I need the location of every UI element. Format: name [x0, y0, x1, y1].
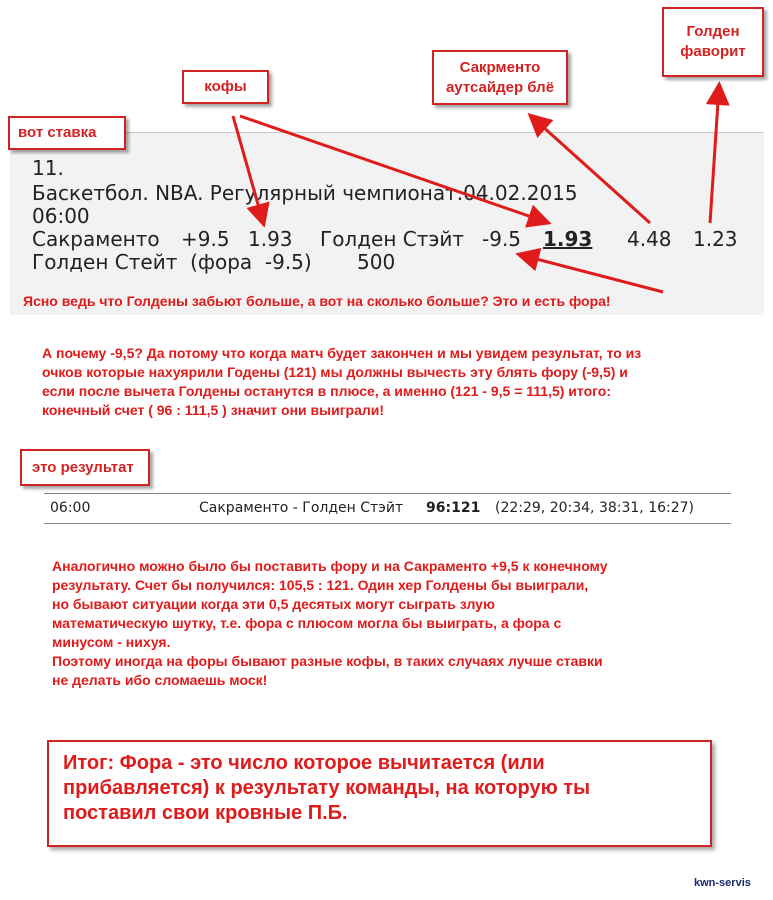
callout-sacramento-outsider-line1: Сакрменто — [459, 58, 541, 76]
arrow-outsider-to-win1 — [532, 117, 650, 223]
callout-golden-favorite — [662, 7, 764, 77]
callout-golden-favorite-line2: фаворит — [680, 43, 746, 60]
note-analog-line-4: математическую шутку, т.е. фора с плюсом могла бы выиграть, а фора с — [52, 615, 562, 631]
watermark: kwn-servis — [694, 877, 751, 889]
bet-win2-odd: 1.23 — [693, 227, 738, 251]
bet-odd1: 1.93 — [248, 227, 293, 251]
bet-handicap1: +9.5 — [181, 227, 230, 251]
callout-sacramento-outsider — [432, 50, 568, 105]
note-why-line-2: очков которые нахуярили Годены (121) мы должны вычесть эту блять фору (-9,5) и — [42, 364, 628, 380]
result-quarters: (22:29, 20:34, 38:31, 16:27) — [495, 500, 695, 516]
note-analog-line-1: Аналогично можно было бы поставить фору и на Сакраменто +9,5 к конечному — [52, 558, 608, 574]
bet-event: Баскетбол. NBA. Регулярный чемпионат.04.02.2015 — [32, 181, 578, 205]
bet-stake: 500 — [357, 250, 396, 274]
note-analog-line-3: но бывают ситуации когда эти 0,5 десятых могут сыграть злую — [52, 596, 495, 612]
arrow-goldens-note-to-handicap — [521, 255, 663, 292]
bet-time: 06:00 — [32, 204, 90, 228]
result-time: 06:00 — [50, 500, 91, 516]
bet-odd2-selected: 1.93 — [543, 227, 593, 251]
bet-number: 11. — [32, 156, 64, 180]
callout-result-label: это результат — [20, 449, 150, 486]
note-analog-line-2: результату. Счет бы получился: 105,5 : 121. Один хер Голдены бы выиграли, — [52, 577, 589, 593]
result-score: 96:121 — [426, 500, 481, 516]
note-analog-line-7: не делать ибо сломаешь моск! — [52, 672, 268, 688]
note-goldens-score-more: Ясно ведь что Голдены забьют больше, а вот на сколько больше? Это и есть фора! — [23, 293, 611, 309]
note-why-line-3: если после вычета Голдены останутся в плюсе, а именно (121 - 9,5 = 111,5) итого: — [42, 383, 611, 399]
summary-line-1: Итог: Фора - это число которое вычитается (или — [63, 752, 545, 774]
bet-handicap2: -9.5 — [482, 227, 522, 251]
callout-koefs: кофы — [182, 70, 269, 104]
summary-line-2: прибавляется) к результату команды, на которую ты — [63, 777, 591, 799]
arrow-koefs-to-odd2 — [240, 116, 546, 222]
note-analog-line-5: минусом - нихуя. — [52, 634, 171, 650]
note-why-line-4: конечный счет ( 96 : 111,5 ) значит они выиграли! — [42, 402, 385, 418]
note-analog-line-6: Поэтому иногда на форы бывают разные кофы, в таких случаях лучше ставки — [52, 653, 603, 669]
bet-team1: Сакраменто — [32, 227, 160, 251]
callout-sacramento-outsider-line2: аутсайдер блё — [445, 78, 555, 96]
summary-line-3: поставил свои кровные П.Б. — [63, 802, 348, 824]
callout-golden-favorite-line1: Голден — [686, 23, 740, 40]
arrow-favorite-to-win2 — [710, 87, 719, 223]
callout-bet-label: вот ставка — [8, 116, 126, 150]
bet-team2: Голден Стэйт — [320, 227, 465, 251]
result-match: Сакраменто - Голден Стэйт — [199, 500, 404, 516]
bet-win1-odd: 4.48 — [627, 227, 672, 251]
note-why-line-1: А почему -9,5? Да потому что когда матч будет закончен и мы увидем результат, то из — [42, 345, 642, 361]
arrow-koefs-to-odd1 — [233, 116, 263, 222]
bet-selection: Голден Стейт (фора -9.5) — [32, 250, 312, 274]
